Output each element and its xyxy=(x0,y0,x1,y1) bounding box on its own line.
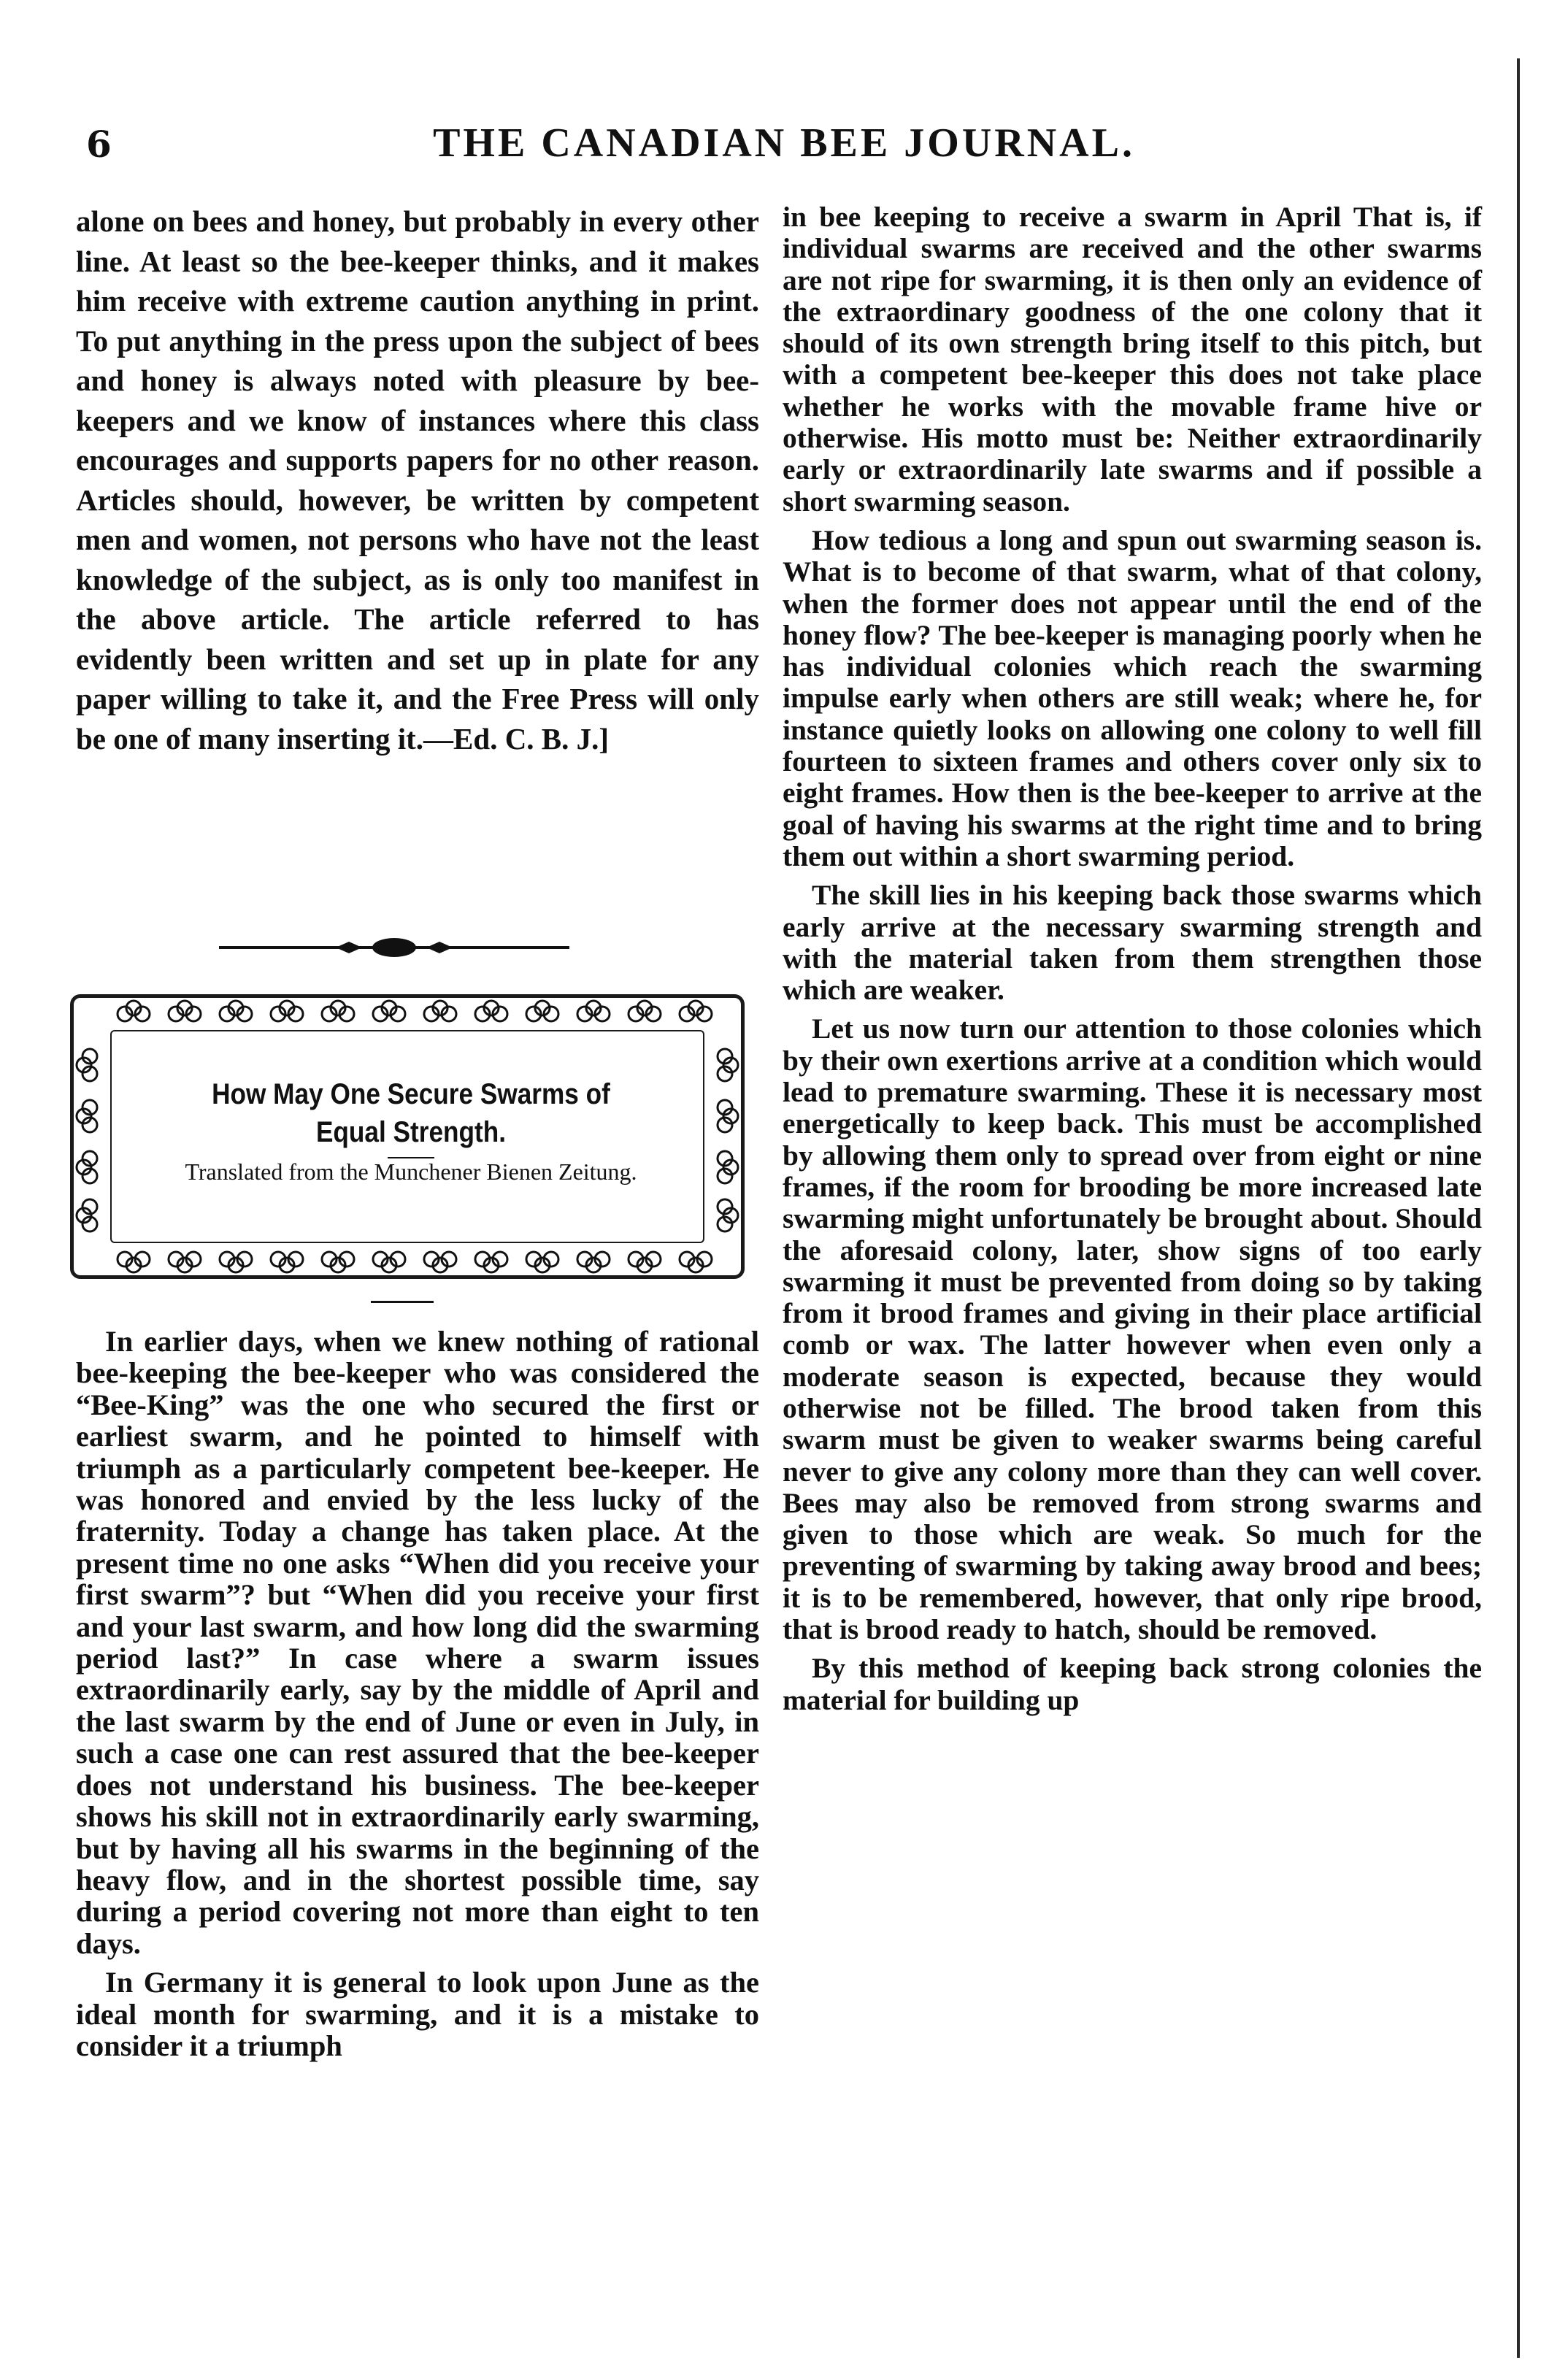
article-paragraph: The skill lies in his keeping back those swarms which early arrive at the necessary swarming strength and with the material taken from them strengthen those which are weaker. xyxy=(783,879,1482,1007)
article-title-box xyxy=(70,994,745,1279)
ornamental-divider xyxy=(219,933,569,962)
article-paragraph: in bee keeping to receive a swarm in April That is, if individual swarms are received and the other swarms are not ripe for swarming, it is then only an evidence of the extraordinary goodness of the one colony that it should of its own strength bring itself to this pitch, but with a competent bee-keeper this does not take place whether he works with the movable frame hive or otherwise. His motto must be: Neither extraordinarily early or extraordinarily late swarms and if possible a short swarming season. xyxy=(783,201,1482,518)
page-edge-shadow xyxy=(1517,58,1520,2358)
article-paragraph: In earlier days, when we knew nothing of rational bee-keeping the bee-keeper who was considered the “Bee-King” was the one who secured the first or earliest swarm, and he pointed to himself with triumph as a particularly competent bee-keeper. He was honored and envied by the less lucky of the fraternity. Today a change has taken place. At the present time no one asks “When did you receive your first swarm”? but “When did you receive your first and your last swarm, and how long did the swarming period last?” In case where a swarm issues extraordinarily early, say by the middle of April and the last swarm by the end of June or even in July, in such a case one can rest assured that the bee-keeper does not understand his business. The bee-keeper shows his skill not in extraordinarily early swarming, but by having all his swarms in the beginning of the heavy flow, and in the shortest possible time, say during a period covering not more than eight to ten days. xyxy=(76,1325,759,1960)
right-column-article xyxy=(783,201,1482,1716)
article-title: How May One Secure Swarms of Equal Strength. xyxy=(212,1078,610,1148)
section-rule xyxy=(371,1301,434,1303)
left-column-article xyxy=(76,1326,759,2061)
editorial-note-paragraph: alone on bees and honey, but probably in every other line. At least so the bee-keeper thinks, and it makes him receive with extreme caution anything in print. To put anything in the press upon the subject of bees and honey is always noted with pleasure by bee-keepers and we know of instances where this class encourages and supports papers for no other reason. Articles should, however, be written by competent men and women, not persons who have not the least knowledge of the subject, as is only too manifest in the above article. The article referred to has evidently been written and set up in plate for any paper willing to take it, and the Free Press will only be one of many inserting it.—Ed. C. B. J.] xyxy=(76,204,759,756)
article-paragraph: By this method of keeping back strong colonies the material for building up xyxy=(783,1652,1482,1716)
article-paragraph: In Germany it is general to look upon June as the ideal month for swarming, and it is a mistake to consider it a triumph xyxy=(76,1966,759,2062)
article-paragraph: How tedious a long and spun out swarming season is. What is to become of that swarm, what of that colony, when the former does not appear until the end of the honey flow? The bee-keeper is managing poorly when he has individual colonies which reach the swarming impulse early when others are still weak; where he, for instance quietly looks on allowing one colony to well fill fourteen to sixteen frames and others cover only six to eight frames. How then is the bee-keeper to arrive at the goal of having his swarms at the right time and to bring them out within a short swarming period. xyxy=(783,523,1482,872)
article-subtitle: Translated from the Munchener Bienen Zeitung. xyxy=(185,1158,637,1185)
left-column-top xyxy=(76,201,759,758)
page-number: 6 xyxy=(86,123,112,166)
article-paragraph: Let us now turn our attention to those colonies which by their own exertions arrive at a condition which would lead to premature swarming. These it is necessary most energetically to keep back. This must be accomplished by allowing them only to spread over from eight or nine frames, if the room for brooding be more increased late swarming might unfortunately be brought about. Should the aforesaid colony, later, show signs of too early swarming it must be prevented from doing so by taking from it brood frames and giving in their place artificial comb or wax. The latter however when even only a moderate season is expected, because they would otherwise not be filled. The brood taken from this swarm must be given to weaker swarms being careful never to give any colony more than they can well cover. Bees may also be removed from strong swarms and given to those which are weak. So much for the preventing of swarming by taking away brood and bees; it is to be remembered, however, that only ripe brood, that is brood ready to hatch, should be removed. xyxy=(783,1012,1482,1646)
running-title: THE CANADIAN BEE JOURNAL. xyxy=(433,120,1135,166)
